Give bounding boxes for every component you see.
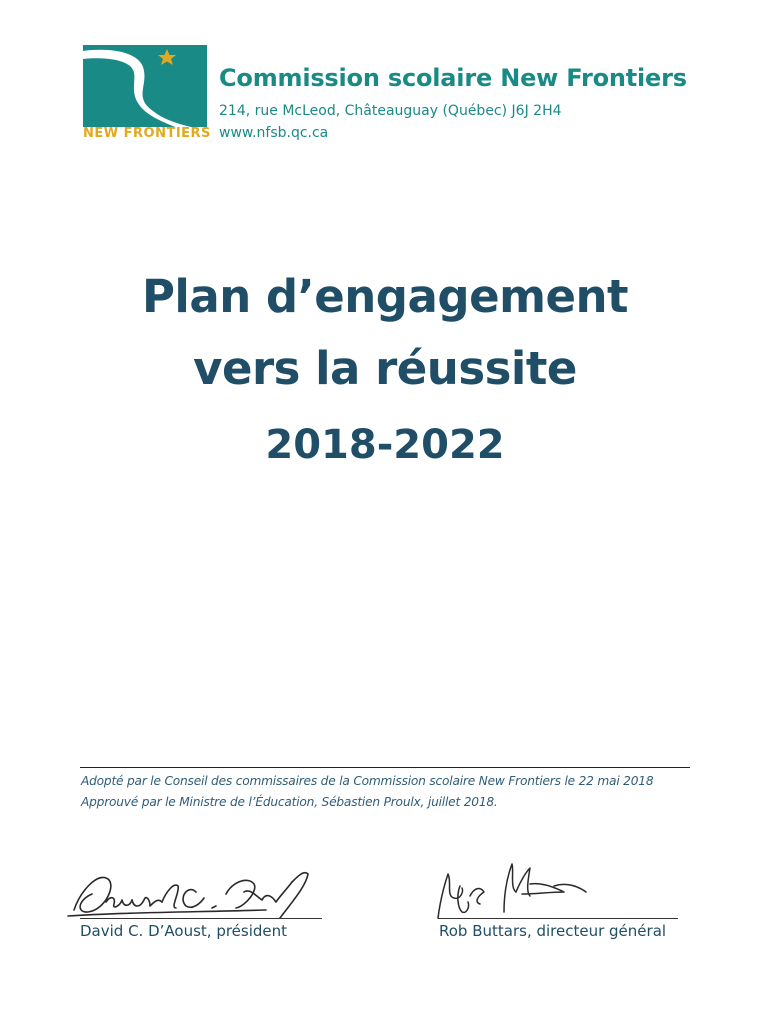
organization-name: Commission scolaire New Frontiers xyxy=(219,64,687,92)
document-title-line-2: vers la réussite xyxy=(193,342,577,395)
organization-address: 214, rue McLeod, Châteauguay (Québec) J6J 2H4 xyxy=(219,103,562,119)
divider xyxy=(80,767,690,768)
document-title-line-1: Plan d’engagement xyxy=(141,270,629,323)
road-star-emblem-icon xyxy=(83,45,207,127)
director-name: Rob Buttars, directeur général xyxy=(439,922,667,940)
school-board-logo xyxy=(83,45,211,149)
adoption-note: Adopté par le Conseil des commissaires de la Commission scolaire New Frontiers le 22 mai 2018 xyxy=(81,774,654,788)
document-years: 2018-2022 xyxy=(265,422,505,468)
signature-line-right xyxy=(438,918,678,919)
president-name: David C. D’Aoust, président xyxy=(80,922,288,940)
signature-line-left xyxy=(80,918,322,919)
organization-website: www.nfsb.qc.ca xyxy=(219,125,329,141)
logo-wordmark: NEW FRONTIERS xyxy=(83,126,211,141)
director-signature xyxy=(430,852,600,927)
approval-note: Approuvé par le Ministre de l’Éducation, Sébastien Proulx, juillet 2018. xyxy=(81,795,498,809)
